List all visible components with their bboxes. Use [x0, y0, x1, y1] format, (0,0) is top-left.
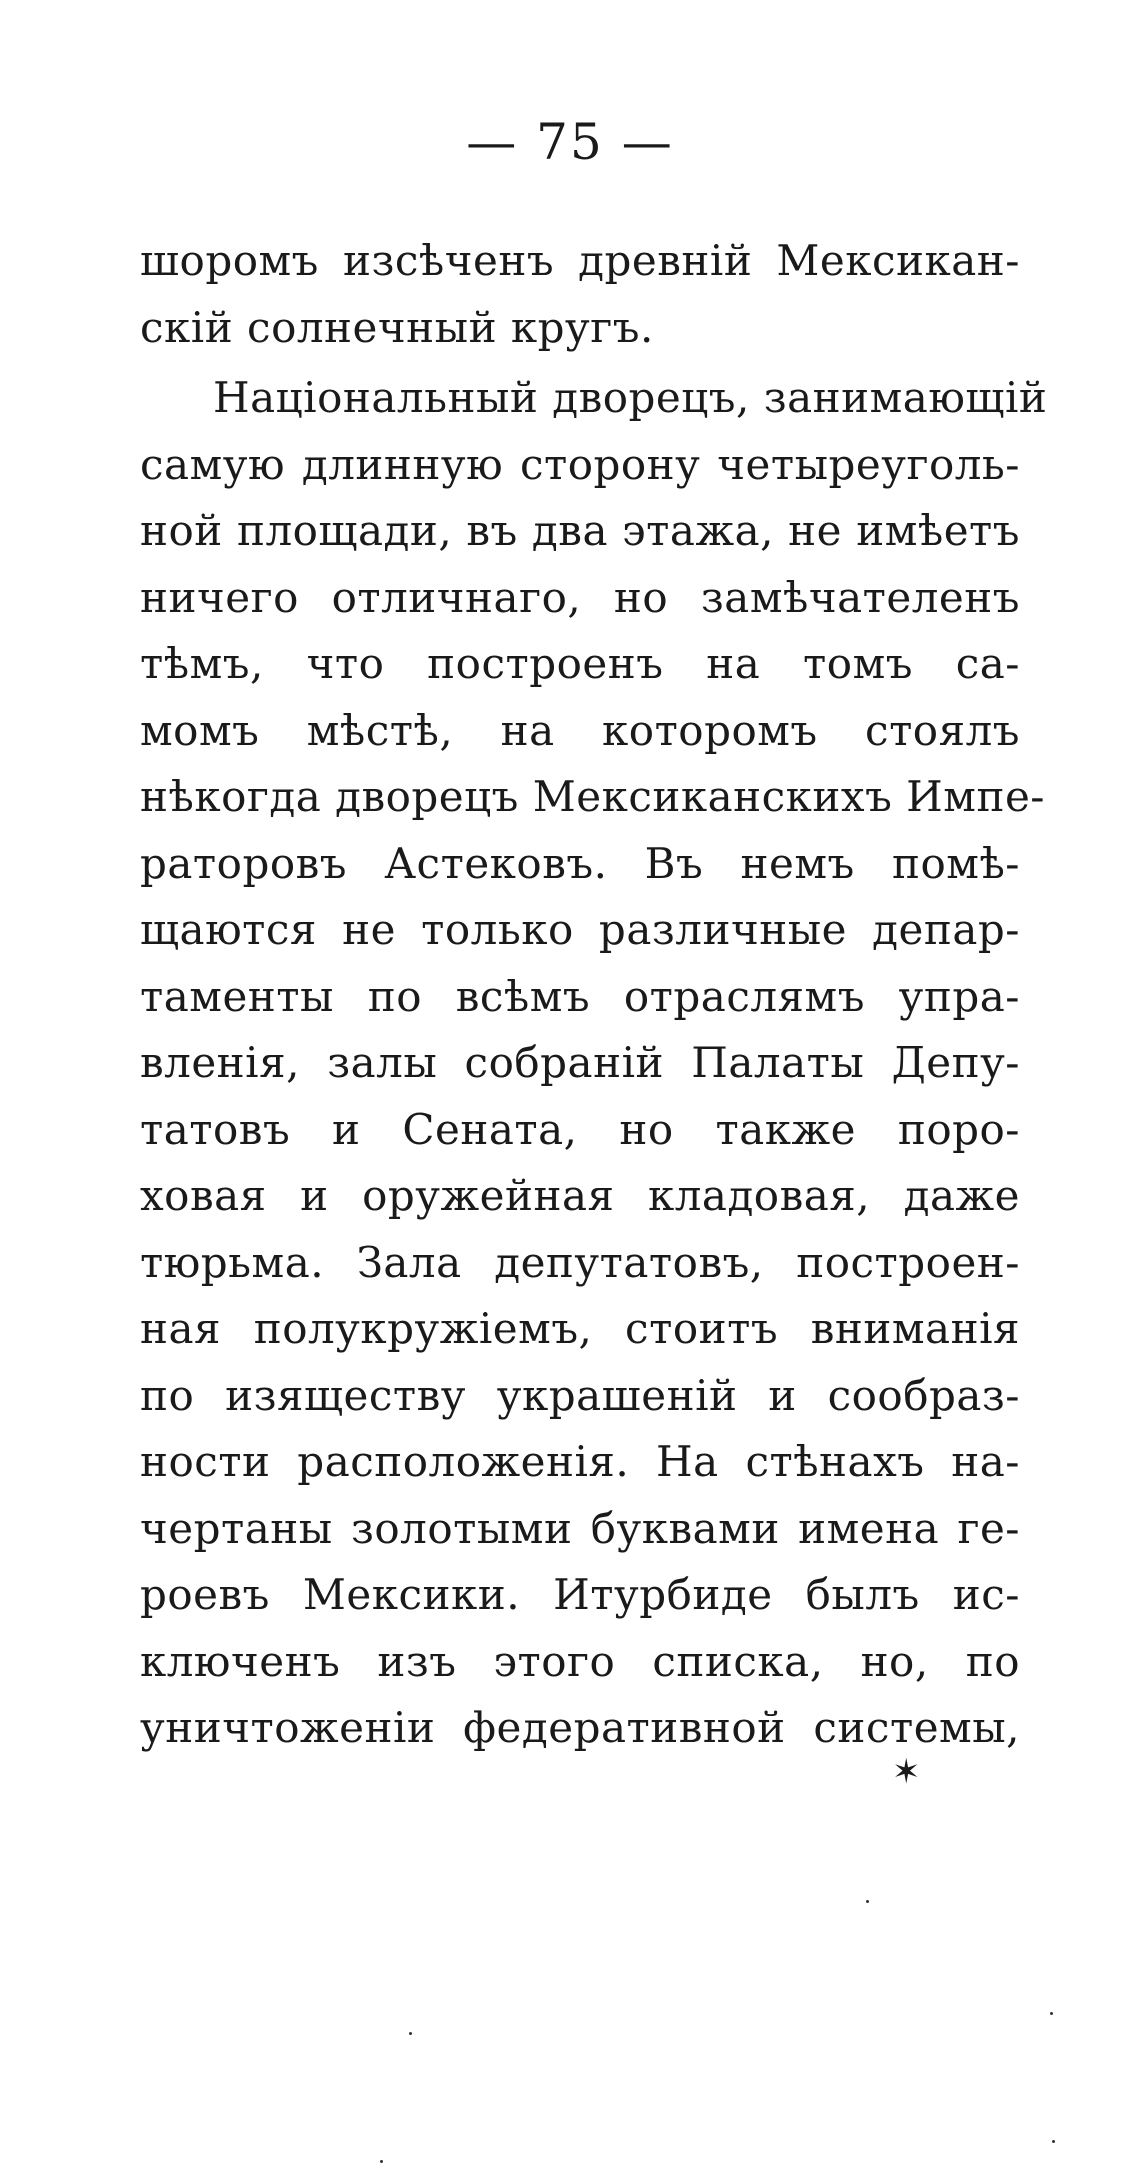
- text-line: ховая и оружейная кладовая, даже: [140, 1171, 1020, 1220]
- text-line: татовъ и Сената, но также поро-: [140, 1104, 1020, 1154]
- text-line: уничтоженіи федеративной системы,: [140, 1703, 1020, 1752]
- text-line: скій солнечный кругъ.: [140, 302, 654, 352]
- text-line: ключенъ изъ этого списка, но, по: [140, 1636, 1020, 1686]
- text-line: тюрьма. Зала депутатовъ, построен-: [140, 1237, 1020, 1287]
- text-line: таменты по всѣмъ отраслямъ упра-: [140, 971, 1020, 1021]
- paragraph: [140, 365, 1048, 1762]
- text-line: самую длинную сторону четыреуголь-: [140, 439, 1020, 489]
- print-speck: [380, 2160, 383, 2163]
- paragraph: [140, 228, 1020, 361]
- text-line: ничего отличнаго, но замѣчателенъ: [140, 572, 1020, 622]
- print-speck: [866, 1900, 869, 1903]
- print-speck: [1052, 2140, 1055, 2143]
- text-line: ная полукружіемъ, стоитъ вниманія: [140, 1304, 1020, 1353]
- page-number: — 75 —: [466, 113, 674, 171]
- text-line: чертаны золотыми буквами имена ге-: [140, 1503, 1020, 1553]
- text-line: Національный дворецъ, занимающій: [213, 373, 1048, 422]
- text-line: роевъ Мексики. Итурбиде былъ ис-: [140, 1570, 1020, 1619]
- text-line: вленія, залы собраній Палаты Депу-: [140, 1038, 1020, 1087]
- signature-mark: ✶: [892, 1752, 921, 1792]
- text-line: по изяществу украшеній и сообраз-: [140, 1370, 1020, 1420]
- text-line: тѣмъ, что построенъ на томъ са-: [140, 639, 1020, 688]
- text-line: щаются не только различные депар-: [140, 905, 1020, 954]
- text-line: ной площади, въ два этажа, не имѣетъ: [140, 506, 1020, 555]
- text-line: шоромъ изсѣченъ древній Мексикан-: [140, 236, 1020, 285]
- text-line: раторовъ Астековъ. Въ немъ помѣ-: [140, 838, 1020, 888]
- text-line: ности расположенія. На стѣнахъ на-: [140, 1437, 1020, 1486]
- print-speck: [1050, 2012, 1053, 2015]
- text-line: момъ мѣстѣ, на которомъ стоялъ: [140, 705, 1020, 755]
- print-speck: [409, 2032, 412, 2035]
- text-line: нѣкогда дворецъ Мексиканскихъ Импе-: [140, 772, 1045, 821]
- body-text: [140, 228, 1048, 1762]
